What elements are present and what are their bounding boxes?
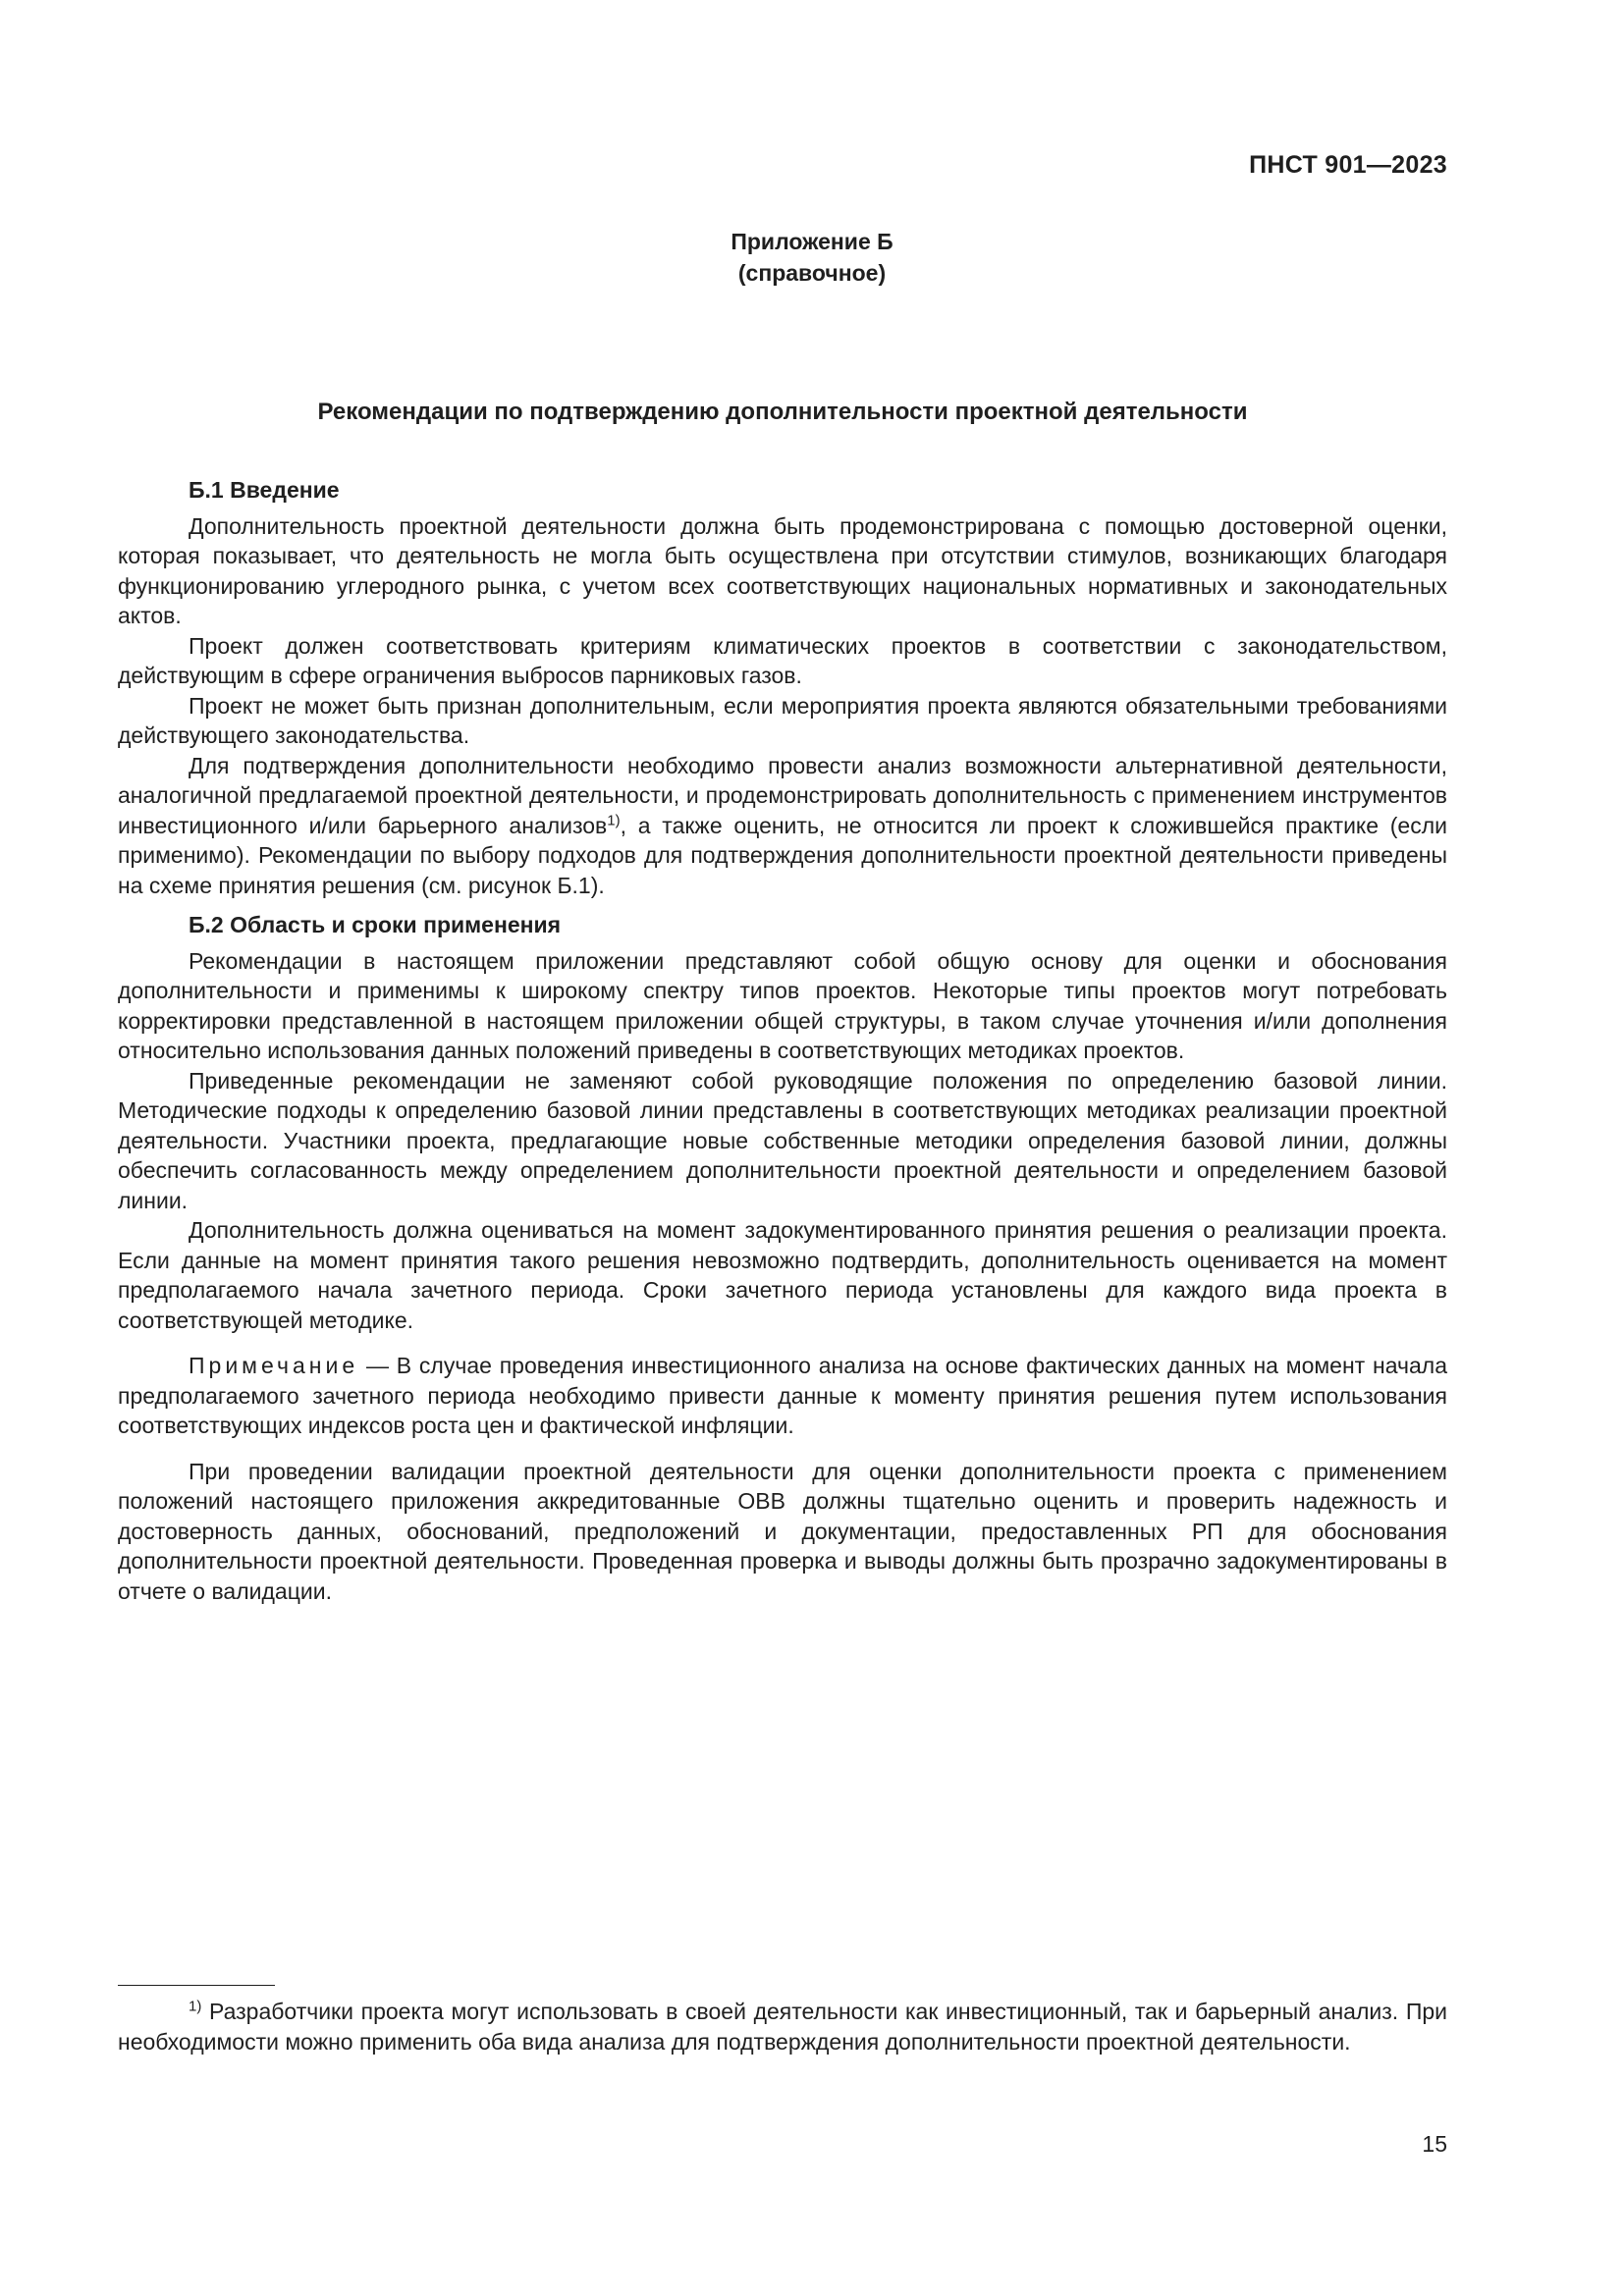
- note: [118, 1351, 1447, 1441]
- note-label: Примечание: [189, 1353, 359, 1378]
- footnote: [118, 1997, 1447, 2056]
- main-title: Рекомендации по подтверждению дополнительности проектной деятельности: [317, 399, 1248, 425]
- annex-subtitle: (справочное): [737, 260, 887, 286]
- footnote-marker: 1): [189, 1998, 202, 2015]
- paragraph: Дополнительность проектной деятельности должна быть продемонстрирована с помощью достоверной оценки, которая показывает, что деятельность не могла быть осуществлена при отсутствии стимулов, возникающих благодаря функционированию углеродного рынка, с учетом всех соответствующих национальных нормативных и законодательных актов.: [118, 512, 1447, 628]
- document-code: ПНСТ 901—2023: [1249, 151, 1447, 179]
- footnote-text: Разработчики проекта могут использовать в своей деятельности как инвестиционный, так и барьерный анализ. При необходимости можно применить оба вида анализа для подтверждения дополнительности проектной деятельности.: [118, 1999, 1447, 2055]
- section-heading-b1: Б.1 Введение: [189, 477, 340, 503]
- note-text: — В случае проведения инвестиционного анализа на основе фактических данных на момент начала предполагаемого зачетного периода необходимо привести данные к моменту принятия решения путем использования соответствующих индексов роста цен и фактической инфляции.: [118, 1353, 1447, 1438]
- body-text: [118, 475, 1447, 1606]
- footnote-divider: [118, 1985, 275, 1986]
- paragraph: При проведении валидации проектной деятельности для оценки дополнительности проекта с применением положений настоящего приложения аккредитованные ОВВ должны тщательно оценить и проверить надежность и достоверность данных, обоснований, предположений и документации, предоставленных РП для обоснования дополнительности проектной деятельности. Проведенная проверка и выводы должны быть прозрачно задокументированы в отчете о валидации.: [118, 1458, 1447, 1604]
- footnote-reference[interactable]: 1): [607, 811, 621, 828]
- annex-title: Приложение Б: [731, 229, 893, 254]
- paragraph: Приведенные рекомендации не заменяют собой руководящие положения по определению базовой линии. Методические подходы к определению базовой линии представлены в соответствующих методиках реализации проектной деятельности. Участники проекта, предлагающие новые собственные методики определения базовой линии, должны обеспечить согласованность между определением дополнительности проектной деятельности и определением базовой линии.: [118, 1067, 1447, 1213]
- page-number: 15: [1422, 2131, 1447, 2157]
- paragraph: Дополнительность должна оцениваться на момент задокументированного принятия решения о реализации проекта. Если данные на момент принятия такого решения невозможно подтвердить, дополнительность оценивается на момент предполагаемого начала зачетного периода. Сроки зачетного периода установлены для каждого вида проекта в соответствующей методике.: [118, 1217, 1447, 1333]
- paragraph-text: Для подтверждения дополнительности необходимо провести анализ возможности альтернативной деятельности, аналогичной предлагаемой проектной деятельности, и продемонстрировать дополнительность с применением инструментов инвестиционного и/или барьерного анализов: [118, 752, 1447, 838]
- paragraph-with-footnote: [118, 751, 1447, 901]
- annex-heading: [0, 226, 1624, 289]
- paragraph: Рекомендации в настоящем приложении представляют собой общую основу для оценки и обоснования дополнительности и применимы к широкому спектру типов проектов. Некоторые типы проектов могут потребовать корректировки представленной в настоящем приложении общей структуры, в таком случае уточнения и/или дополнения относительно использования данных положений приведены в соответствующих методиках проектов.: [118, 947, 1447, 1063]
- paragraph-text: , а также оценить, не относится ли проект к сложившейся практике (если применимо). Рекомендации по выбору подходов для подтверждения дополнительности проектной деятельности приведены на схеме принятия решения (см. рисунок Б.1).: [118, 812, 1447, 898]
- paragraph: Проект должен соответствовать критериям климатических проектов в соответствии с законодательством, действующим в сфере ограничения выбросов парниковых газов.: [118, 632, 1447, 688]
- paragraph: Проект не может быть признан дополнительным, если мероприятия проекта являются обязательными требованиями действующего законодательства.: [118, 692, 1447, 748]
- section-heading-b2: Б.2 Область и сроки применения: [189, 912, 562, 937]
